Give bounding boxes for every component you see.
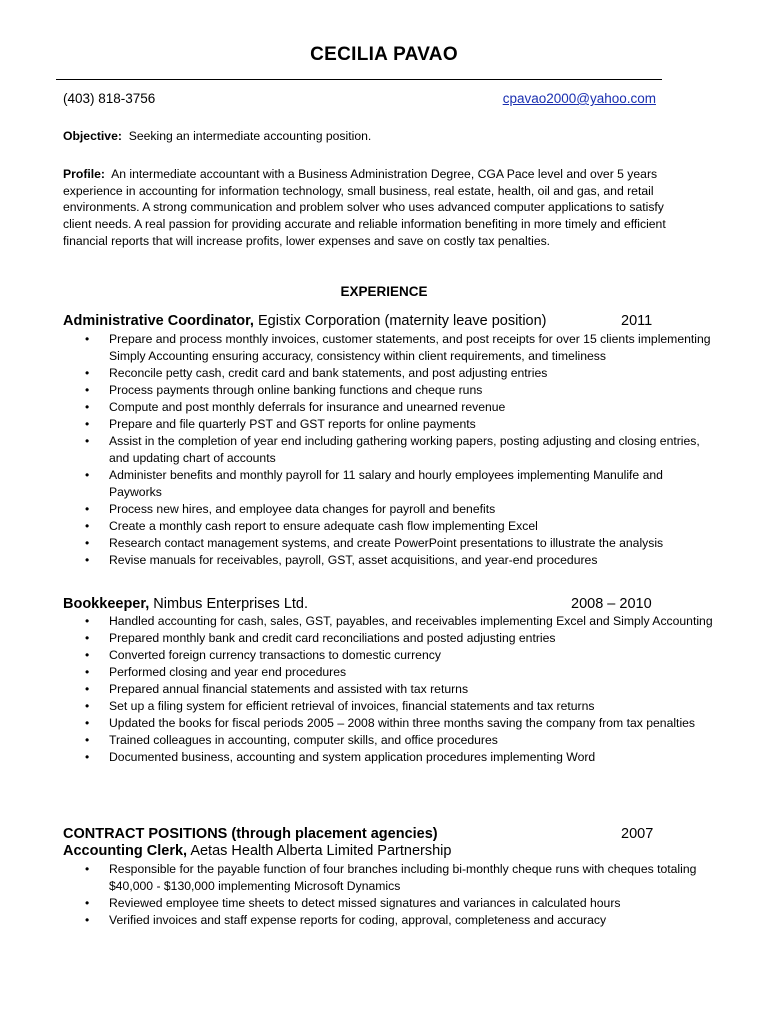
objective-text: Seeking an intermediate accounting position. [128,129,372,143]
profile-paragraph [63,166,693,250]
objective-label: Objective: [63,129,122,143]
job-heading [63,596,663,614]
bullet-text: Converted foreign currency transactions to domestic currency [109,648,441,662]
bullet-icon: • [85,366,90,380]
bullet-icon: • [85,553,90,567]
list-item [63,467,713,501]
job-company: Nimbus Enterprises Ltd. [153,596,309,612]
bullet-text: Research contact management systems, and create PowerPoint presentations to illustrate the analysis [109,536,664,550]
list-item [63,552,713,569]
bullet-icon: • [85,716,90,730]
bullet-text: Create a monthly cash report to ensure adequate cash flow implementing Excel [109,519,538,533]
job-company: Egistix Corporation (maternity leave position) [257,313,547,329]
bullet-icon: • [85,519,90,533]
bullet-text: Prepare and file quarterly PST and GST reports for online payments [109,417,476,431]
objective-paragraph [63,128,693,145]
bullet-text: Reconcile petty cash, credit card and bank statements, and post adjusting entries [109,366,548,380]
job-bullet-list [63,331,713,569]
list-item [63,698,713,715]
bullet-text: Prepared annual financial statements and assisted with tax returns [109,682,469,696]
bullet-icon: • [85,750,90,764]
job-title: Bookkeeper, [63,596,150,612]
bullet-text: Documented business, accounting and system application procedures implementing Word [109,750,596,764]
bullet-text: Handled accounting for cash, sales, GST, payables, and receivables implementing Excel and Simply Accounting [109,614,713,628]
job-bullet-list [63,613,713,766]
list-item [63,895,713,912]
bullet-text: Prepared monthly bank and credit card reconciliations and posted adjusting entries [109,631,556,645]
bullet-text: Compute and post monthly deferrals for insurance and unearned revenue [109,400,506,414]
bullet-icon: • [85,536,90,550]
bullet-icon: • [85,383,90,397]
bullet-text: Responsible for the payable function of four branches including bi-monthly cheque runs with cheques totaling $40,000 - $130,000 implementing Microsoft Dynamics [109,862,697,893]
bullet-icon: • [85,699,90,713]
bullet-text: Prepare and process monthly invoices, customer statements, and post receipts for over 15 clients implementing Simply Accounting ensuring accuracy, consistency within client requirements, and timeliness [109,332,711,363]
bullet-icon: • [85,862,90,876]
bullet-icon: • [85,733,90,747]
bullet-text: Process payments through online banking functions and cheque runs [109,383,483,397]
list-item [63,331,713,365]
list-item [63,613,713,630]
list-item [63,365,713,382]
list-item [63,501,713,518]
job-heading [63,313,663,331]
bullet-icon: • [85,648,90,662]
bullet-icon: • [85,614,90,628]
job-year: 2011 [621,313,653,329]
bullet-text: Set up a filing system for efficient retrieval of invoices, financial statements and tax returns [109,699,595,713]
bullet-text: Process new hires, and employee data changes for payroll and benefits [109,502,496,516]
email-link[interactable]: cpavao2000@yahoo.com [502,91,656,106]
job-year: 2008 – 2010 [571,596,652,612]
list-item [63,681,713,698]
job-heading [63,843,663,861]
list-item [63,749,713,766]
bullet-icon: • [85,502,90,516]
contract-year: 2007 [621,826,654,842]
bullet-text: Assist in the completion of year end including gathering working papers, posting adjusting and closing entries, and updating chart of accounts [109,434,700,465]
profile-label: Profile: [63,167,105,181]
experience-heading: EXPERIENCE [340,284,428,299]
job-title: Accounting Clerk, [63,843,188,859]
header-divider [56,79,662,80]
bullet-text: Performed closing and year end procedures [109,665,347,679]
list-item [63,912,713,929]
contract-heading [63,826,663,844]
bullet-icon: • [85,896,90,910]
phone-number: (403) 818-3756 [63,91,156,106]
bullet-icon: • [85,417,90,431]
bullet-text: Verified invoices and staff expense reports for coding, approval, completeness and accuracy [109,913,607,927]
bullet-text: Updated the books for fiscal periods 2005 – 2008 within three months saving the company from tax penalties [109,716,696,730]
list-item [63,433,713,467]
bullet-icon: • [85,434,90,448]
bullet-icon: • [85,913,90,927]
list-item [63,647,713,664]
list-item [63,630,713,647]
bullet-icon: • [85,682,90,696]
list-item [63,535,713,552]
list-item [63,715,713,732]
bullet-text: Revise manuals for receivables, payroll, GST, asset acquisitions, and year-end procedures [109,553,598,567]
bullet-icon: • [85,332,90,346]
contract-title: CONTRACT POSITIONS (through placement agencies) [63,826,438,842]
resume-name: CECILIA PAVAO [310,44,458,65]
list-item [63,664,713,681]
list-item [63,399,713,416]
list-item [63,518,713,535]
list-item [63,732,713,749]
bullet-text: Trained colleagues in accounting, computer skills, and office procedures [109,733,498,747]
bullet-icon: • [85,631,90,645]
list-item [63,861,713,895]
bullet-icon: • [85,665,90,679]
bullet-icon: • [85,400,90,414]
bullet-text: Administer benefits and monthly payroll for 11 salary and hourly employees implementing Manulife and Payworks [109,468,663,499]
job-title: Administrative Coordinator, [63,313,254,329]
bullet-text: Reviewed employee time sheets to detect missed signatures and variances in calculated hours [109,896,621,910]
profile-text: An intermediate accountant with a Business Administration Degree, CGA Pace level and over 5 years experience in accounting for information technology, small business, real estate, health, oil and gas, and retail environments. A strong communication and problem solver who uses advanced computer applications to satisfy client needs. A real passion for providing accurate and reliable information benefiting in more timely and efficient financial reports that will increase profits, lower expenses and save on costly tax penalties. [63,167,666,248]
job-bullet-list [63,861,713,929]
list-item [63,382,713,399]
list-item [63,416,713,433]
bullet-icon: • [85,468,90,482]
job-company: Aetas Health Alberta Limited Partnership [190,843,452,859]
